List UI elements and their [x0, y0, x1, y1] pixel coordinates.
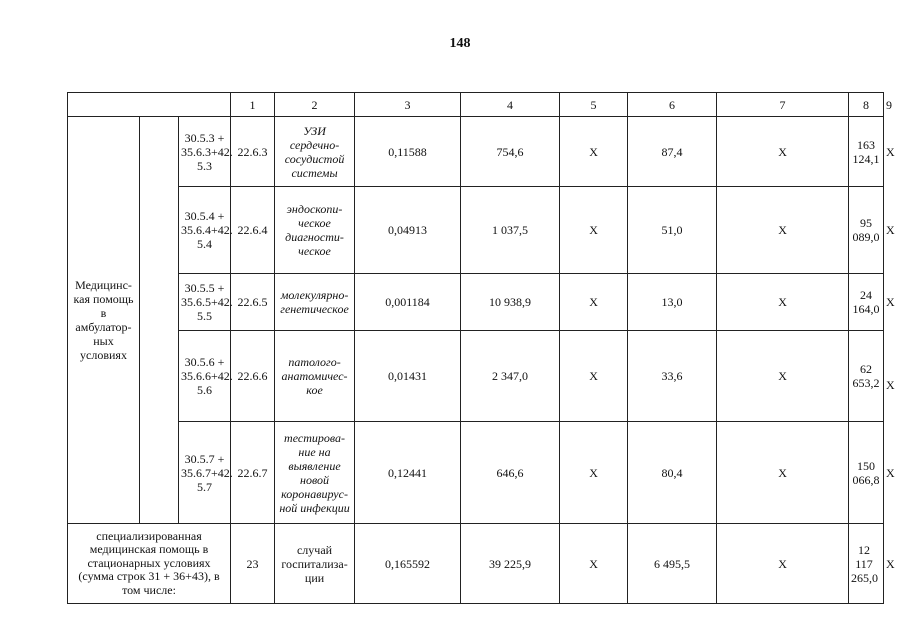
- table-row: 30.5.7 + 35.6.7+42. 5.7 22.6.7 тестирова- ние на выявление новой коронавирус- ной инфекции 0,12441 646,6 X 80,4 X 150 066,8 X: [68, 422, 884, 524]
- section-label: Медицинс- кая помощь в амбулатор- ных условиях: [68, 117, 140, 524]
- row-code: 30.5.6 + 35.6.6+42. 5.6: [179, 331, 231, 422]
- cell-col7: X: [717, 524, 849, 604]
- header-cell-6: 6: [628, 93, 717, 117]
- cell-col8: 62 653,2: [849, 331, 884, 422]
- cell-col3: 0,165592: [355, 524, 461, 604]
- header-cell-7: 7: [717, 93, 849, 117]
- row-code: 30.5.4 + 35.6.4+42. 5.4: [179, 187, 231, 274]
- cell-col6: 33,6: [628, 331, 717, 422]
- row-name: тестирова- ние на выявление новой коронавирус- ной инфекции: [275, 422, 355, 524]
- cell-col7: X: [717, 422, 849, 524]
- cell-col5: X: [560, 422, 628, 524]
- header-cell-8: 8: [849, 93, 884, 117]
- cell-col3: 0,11588: [355, 117, 461, 187]
- header-cell-1: 1: [231, 93, 275, 117]
- row-number: 22.6.6: [231, 331, 275, 422]
- cell-col5: X: [560, 187, 628, 274]
- cell-col6: 80,4: [628, 422, 717, 524]
- cell-col4: 10 938,9: [461, 274, 560, 331]
- row-name: УЗИ сердечно- сосудистой системы: [275, 117, 355, 187]
- cell-col4: 1 037,5: [461, 187, 560, 274]
- cell-col6: 13,0: [628, 274, 717, 331]
- cell-col4: 754,6: [461, 117, 560, 187]
- cell-col5: X: [560, 117, 628, 187]
- cell-col3: 0,001184: [355, 274, 461, 331]
- cell-col7: X: [717, 274, 849, 331]
- page-number: 148: [449, 36, 471, 51]
- summary-label: специализированная медицинская помощь в стационарных условиях (сумма строк 31 + 36+43), в том числе:: [68, 524, 231, 604]
- row-number: 22.6.4: [231, 187, 275, 274]
- header-cell-3: 3: [355, 93, 461, 117]
- cell-col4: 2 347,0: [461, 331, 560, 422]
- cell-col5: X: [560, 524, 628, 604]
- header-cell-2: 2: [275, 93, 355, 117]
- cell-col4: 39 225,9: [461, 524, 560, 604]
- cell-col4: 646,6: [461, 422, 560, 524]
- row-number: 22.6.3: [231, 117, 275, 187]
- header-blank: [68, 93, 231, 117]
- row-number: 22.6.7: [231, 422, 275, 524]
- cell-col3: 0,12441: [355, 422, 461, 524]
- table-row: Медицинс- кая помощь в амбулатор- ных условиях 30.5.3 + 35.6.3+42. 5.3 22.6.3 УЗИ сердечно- сосудистой системы 0,11588 754,6 X 87,4 X 163 124,1 X: [68, 117, 884, 187]
- row-unit: случай госпитализа- ции: [275, 524, 355, 604]
- cell-col6: 87,4: [628, 117, 717, 187]
- cell-col3: 0,04913: [355, 187, 461, 274]
- table-row: 30.5.5 + 35.6.5+42. 5.5 22.6.5 молекулярно- генетическое 0,001184 10 938,9 X 13,0 X 24 164,0 X: [68, 274, 884, 331]
- cell-col6: 6 495,5: [628, 524, 717, 604]
- data-table: [67, 92, 895, 604]
- table-row: 30.5.6 + 35.6.6+42. 5.6 22.6.6 патолого- анатомичес- кое 0,01431 2 347,0 X 33,6 X 62 653,2 X: [68, 331, 884, 422]
- summary-row: специализированная медицинская помощь в стационарных условиях (сумма строк 31 + 36+43), в том числе: 23 случай госпитализа- ции 0,165592 39 225,9 X 6 495,5 X 12 117 265,0 X: [68, 524, 884, 604]
- cell-col8: 12 117 265,0: [849, 524, 884, 604]
- row-number: 23: [231, 524, 275, 604]
- row-number: 22.6.5: [231, 274, 275, 331]
- header-cell-4: 4: [461, 93, 560, 117]
- header-cell-5: 5: [560, 93, 628, 117]
- cell-col8: 24 164,0: [849, 274, 884, 331]
- cell-col5: X: [560, 274, 628, 331]
- row-code: 30.5.3 + 35.6.3+42. 5.3: [179, 117, 231, 187]
- row-name: молекулярно- генетическое: [275, 274, 355, 331]
- row-code: 30.5.5 + 35.6.5+42. 5.5: [179, 274, 231, 331]
- cell-col8: 95 089,0: [849, 187, 884, 274]
- header-row: 1 2 3 4 5 6 7 8 9: [68, 93, 884, 117]
- cell-col7: X: [717, 187, 849, 274]
- cell-col8: 150 066,8: [849, 422, 884, 524]
- cell-col3: 0,01431: [355, 331, 461, 422]
- cell-col7: X: [717, 331, 849, 422]
- blank-column: [140, 117, 179, 524]
- cell-col5: X: [560, 331, 628, 422]
- cell-col6: 51,0: [628, 187, 717, 274]
- cell-col8: 163 124,1: [849, 117, 884, 187]
- row-code: 30.5.7 + 35.6.7+42. 5.7: [179, 422, 231, 524]
- row-name: эндоскопи- ческое диагности- ческое: [275, 187, 355, 274]
- cell-col7: X: [717, 117, 849, 187]
- row-name: патолого- анатомичес- кое: [275, 331, 355, 422]
- table-row: 30.5.4 + 35.6.4+42. 5.4 22.6.4 эндоскопи- ческое диагности- ческое 0,04913 1 037,5 X 51,0 X 95 089,0 X: [68, 187, 884, 274]
